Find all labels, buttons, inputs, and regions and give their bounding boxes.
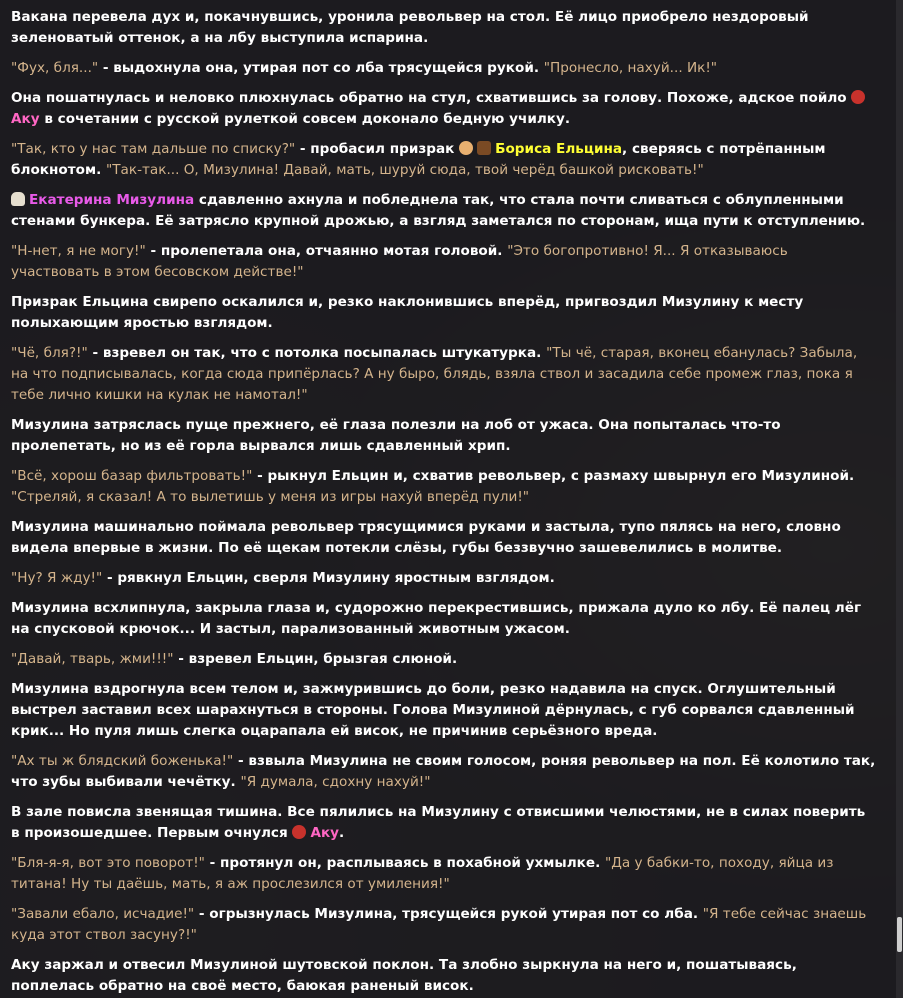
chat-message bbox=[11, 88, 876, 130]
quoted-speech: "Да у бабки-то, походу, яйца из титана! Ну ты даёшь, мать, я аж прослезился от умиления!" bbox=[11, 855, 834, 892]
character-name: Бориса Ельцина bbox=[495, 141, 623, 157]
demon-face-icon bbox=[292, 825, 306, 839]
quoted-speech: "Стреляй, я сказал! А то вылетишь у меня из игры нахуй вперёд пули!" bbox=[11, 489, 530, 505]
briefcase-icon bbox=[477, 141, 491, 155]
quoted-speech: "Это богопротивно! Я... Я отказываюсь участвовать в этом бесовском действе!" bbox=[11, 243, 788, 280]
narration-text: Мизулина всхлипнула, закрыла глаза и, судорожно перекрестившись, прижала дуло ко лбу. Её палец лёг на спусковой крючок... И застыл, парализованный животным ужасом. bbox=[11, 600, 862, 637]
quoted-speech: "Н-нет, я не могу!" bbox=[11, 243, 146, 259]
narration-text: . bbox=[339, 825, 345, 841]
chat-message bbox=[11, 292, 876, 334]
chat-message bbox=[11, 904, 876, 946]
narration-text: - рявкнул Ельцин, сверля Мизулину яростным взглядом. bbox=[102, 570, 555, 586]
character-name: Екатерина Мизулина bbox=[29, 192, 195, 208]
chat-message bbox=[11, 649, 876, 670]
quoted-speech: "Пронесло, нахуй... Ик!" bbox=[543, 60, 718, 76]
narration-text: Призрак Ельцина свирепо оскалился и, резко наклонившись вперёд, пригвоздил Мизулину к месту полыхающим яростью взглядом. bbox=[11, 294, 804, 331]
chat-message bbox=[11, 598, 876, 640]
narration-text: Она пошатнулась и неловко плюхнулась обратно на стул, схватившись за голову. Похоже, адское пойло bbox=[11, 90, 852, 106]
chat-message bbox=[11, 139, 876, 181]
chat-message bbox=[11, 955, 876, 997]
chat-message bbox=[11, 679, 876, 742]
quoted-speech: "Так, кто у нас там дальше по списку?" bbox=[11, 141, 296, 157]
narration-text: В зале повисла звенящая тишина. Все пялились на Мизулину с отвисшими челюстями, не в силах поверить в произошедшее. Первым очнулся bbox=[11, 804, 866, 841]
character-name: Аку bbox=[310, 825, 340, 841]
quoted-speech: "Я думала, сдохну нахуй!" bbox=[240, 774, 431, 790]
narration-text: - огрызнулась Мизулина, трясущейся рукой утирая пот со лба. bbox=[194, 906, 703, 922]
chat-message bbox=[11, 415, 876, 457]
narration-text: - выдохнула она, утирая пот со лба трясущейся рукой. bbox=[98, 60, 544, 76]
narration-text: Вакана перевела дух и, покачнувшись, уронила револьвер на стол. Её лицо приобрело нездоровый зеленоватый оттенок, а на лбу выступила испарина. bbox=[11, 9, 809, 46]
quoted-speech: "Я тебе сейчас знаешь куда этот ствол засуну?!" bbox=[11, 906, 867, 943]
old-man-face-icon bbox=[459, 141, 473, 155]
chat-message bbox=[11, 517, 876, 559]
scrollbar-thumb[interactable] bbox=[897, 917, 902, 952]
quoted-speech: "Ну? Я жду!" bbox=[11, 570, 103, 586]
narration-text: - взревел Ельцин, брызгая слюной. bbox=[173, 651, 458, 667]
quoted-speech: "Ах ты ж блядский боженька!" bbox=[11, 753, 234, 769]
quoted-speech: "Так-так... О, Мизулина! Давай, мать, шуруй сюда, твой черёд башкой рисковать!" bbox=[105, 162, 704, 178]
narration-text: Аку заржал и отвесил Мизулиной шутовской поклон. Та злобно зыркнула на него и, пошатываясь, поплелась обратно на своё место, баюкая раненый висок. bbox=[11, 957, 797, 994]
demon-face-icon bbox=[851, 90, 865, 104]
quoted-speech: "Чё, бля?!" bbox=[11, 345, 88, 361]
chat-message bbox=[11, 568, 876, 589]
narration-text: Мизулина машинально поймала револьвер трясущимися руками и застыла, тупо пялясь на него, словно видела впервые в жизни. По её щекам потекли слёзы, губы беззвучно зашевелились в молитве. bbox=[11, 519, 841, 556]
chat-message bbox=[11, 466, 876, 508]
narration-text: - взвыла Мизулина не своим голосом, роняя револьвер на пол. Её колотило так, что зубы выбивали чечётку. bbox=[11, 753, 876, 790]
quoted-speech: "Фух, бля..." bbox=[11, 60, 99, 76]
narration-text: - рыкнул Ельцин и, схватив револьвер, с размаху швырнул его Мизулиной. bbox=[252, 468, 855, 484]
narration-text: - пробасил призрак bbox=[295, 141, 460, 157]
chat-message bbox=[11, 241, 876, 283]
narration-text: Мизулина затряслась пуще прежнего, её глаза полезли на лоб от ужаса. Она попыталась что-то пролепетать, но из её горла вырвался лишь сдавленный хрип. bbox=[11, 417, 781, 454]
chat-message bbox=[11, 190, 876, 232]
narration-text: в сочетании с русской рулеткой совсем доконало бедную училку. bbox=[39, 111, 571, 127]
quoted-speech: "Всё, хорош базар фильтровать!" bbox=[11, 468, 253, 484]
chat-message bbox=[11, 853, 876, 895]
nun-icon bbox=[11, 192, 25, 206]
chat-message bbox=[11, 751, 876, 793]
narration-text: Мизулина вздрогнула всем телом и, зажмурившись до боли, резко надавила на спуск. Оглушительный выстрел заставил всех шарахнуться в стороны. Голова Мизулиной дёрнулась, с губ сорвался сдавленный крик... Но пуля лишь слегка оцарапала ей висок, не причинив серьёзного вреда. bbox=[11, 681, 855, 739]
quoted-speech: "Давай, тварь, жми!!!" bbox=[11, 651, 174, 667]
quoted-speech: "Ты чё, старая, вконец ебанулась? Забыла, на что подписывалась, когда сюда припёрлась? А ну быро, блядь, взяла ствол и засадила себе промеж глаз, пока я тебе лично кишки на кулак не намотал!" bbox=[11, 345, 858, 403]
quoted-speech: "Бля-я-я, вот это поворот!" bbox=[11, 855, 205, 871]
scrollbar[interactable] bbox=[896, 0, 903, 998]
narration-text: - протянул он, расплываясь в похабной ухмылке. bbox=[204, 855, 605, 871]
narration-text: сдавленно ахнула и побледнела так, что стала почти сливаться с облупленными стенами бункера. Её затрясло крупной дрожью, а взгляд заметался по сторонам, ища пути к отступлению. bbox=[11, 192, 866, 229]
narration-text: - пролепетала она, отчаянно мотая головой. bbox=[145, 243, 508, 259]
quoted-speech: "Завали ебало, исчадие!" bbox=[11, 906, 195, 922]
chat-message bbox=[11, 343, 876, 406]
narration-text: - взревел он так, что с потолка посыпалась штукатурка. bbox=[87, 345, 547, 361]
narration-text: , сверяясь с потрёпанным блокнотом. bbox=[11, 141, 826, 178]
chat-message bbox=[11, 58, 876, 79]
chat-message bbox=[11, 7, 876, 49]
character-name: Аку bbox=[11, 111, 40, 127]
chat-message bbox=[11, 802, 876, 844]
